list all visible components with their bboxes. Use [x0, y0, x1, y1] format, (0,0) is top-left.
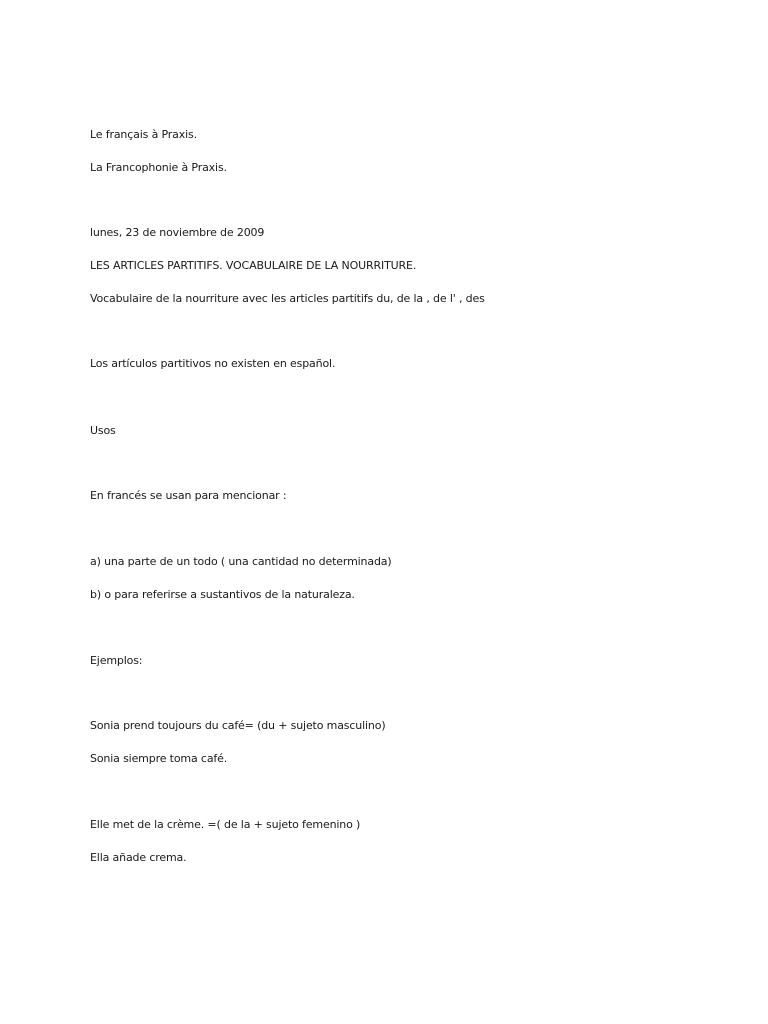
- post-note: Los artículos partitivos no existen en español.: [90, 357, 336, 370]
- usos-item-a: a) una parte de un todo ( una cantidad no determinada): [90, 555, 392, 568]
- usos-heading: Usos: [90, 424, 116, 437]
- ejemplos-heading: Ejemplos:: [90, 654, 143, 667]
- ejemplo-1-french: Sonia prend toujours du café= (du + sujeto masculino): [90, 719, 386, 732]
- ejemplo-2-spanish: Ella añade crema.: [90, 851, 187, 864]
- post-title: LES ARTICLES PARTITIFS. VOCABULAIRE DE LA NOURRITURE.: [90, 259, 417, 272]
- usos-intro: En francés se usan para mencionar :: [90, 489, 287, 502]
- header-line-francais: Le français à Praxis.: [90, 128, 197, 141]
- ejemplo-2-french: Elle met de la crème. =( de la + sujeto femenino ): [90, 818, 361, 831]
- post-intro: Vocabulaire de la nourriture avec les articles partitifs du, de la , de l' , des: [90, 292, 485, 305]
- usos-item-b: b) o para referirse a sustantivos de la naturaleza.: [90, 588, 355, 601]
- post-date: lunes, 23 de noviembre de 2009: [90, 226, 265, 239]
- ejemplo-1-spanish: Sonia siempre toma café.: [90, 752, 228, 765]
- header-line-francophonie: La Francophonie à Praxis.: [90, 161, 227, 174]
